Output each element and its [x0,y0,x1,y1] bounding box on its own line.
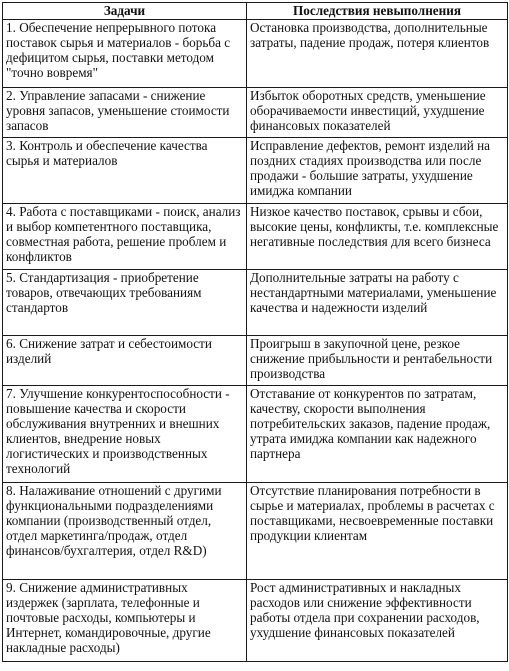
task-cell: 6. Снижение затрат и себестоимости изделий [3,336,247,386]
tasks-table [2,2,508,662]
task-cell: 1. Обеспечение непрерывного потока поставок сырья и материалов - борьба с дефицитом сырья, поставки методом "точно вовремя" [3,20,247,88]
header-tasks: Задачи [3,3,247,20]
consequence-cell: Исправление дефектов, ремонт изделий на поздних стадиях производства или после продажи - большие затраты, ухудшение имиджа компании [247,138,508,204]
consequence-cell: Отсутствие планирования потребности в сырье и материалах, проблемы в расчетах с поставщиками, несвоевременные поставки продукции клиентам [247,483,508,580]
task-cell: 8. Налаживание отношений с другими функциональными подразделениями компании (производственный отдел, отдел маркетинга/продаж, отдел финансов/бухгалтерия, отдел R&D) [3,483,247,580]
task-cell: 3. Контроль и обеспечение качества сырья и материалов [3,138,247,204]
table-row [3,580,508,662]
consequence-cell: Проигрыш в закупочной цене, резкое снижение прибыльности и рентабельности производства [247,336,508,386]
table-row [3,386,508,483]
table-row [3,88,508,138]
table-row [3,336,508,386]
consequence-cell: Дополнительные затраты на работу с нестандартными материалами, уменьшение качества и надежности изделий [247,270,508,336]
table-row [3,483,508,580]
consequence-cell: Избыток оборотных средств, уменьшение оборачиваемости инвестиций, ухудшение финансовых показателей [247,88,508,138]
task-cell: 2. Управление запасами - снижение уровня запасов, уменьшение стоимости запасов [3,88,247,138]
table-row [3,204,508,270]
table-row [3,20,508,88]
table-row [3,138,508,204]
consequence-cell: Отставание от конкурентов по затратам, качеству, скорости выполнения потребительских заказов, падение продаж, утрата имиджа компании как надежного партнера [247,386,508,483]
consequence-cell: Низкое качество поставок, срывы и сбои, высокие цены, конфликты, т.е. комплексные негативные последствия для всего бизнеса [247,204,508,270]
task-cell: 9. Снижение административных издержек (зарплата, телефонные и почтовые расходы, компьютеры и Интернет, командировочные, другие накладные расходы) [3,580,247,662]
header-row [3,3,508,20]
task-cell: 7. Улучшение конкурентоспособности - повышение качества и скорости обслуживания внутренних и внешних клиентов, внедрение новых логистических и производственных технологий [3,386,247,483]
consequence-cell: Рост административных и накладных расходов или снижение эффективности работы отдела при сохранении расходов, ухудшение финансовых показателей [247,580,508,662]
task-cell: 4. Работа с поставщиками - поиск, анализ и выбор компетентного поставщика, совместная работа, решение проблем и конфликтов [3,204,247,270]
consequence-cell: Остановка производства, дополнительные затраты, падение продаж, потеря клиентов [247,20,508,88]
table-row [3,270,508,336]
header-consequences: Последствия невыполнения [247,3,508,20]
document-page [2,2,507,662]
task-cell: 5. Стандартизация - приобретение товаров, отвечающих требованиям стандартов [3,270,247,336]
